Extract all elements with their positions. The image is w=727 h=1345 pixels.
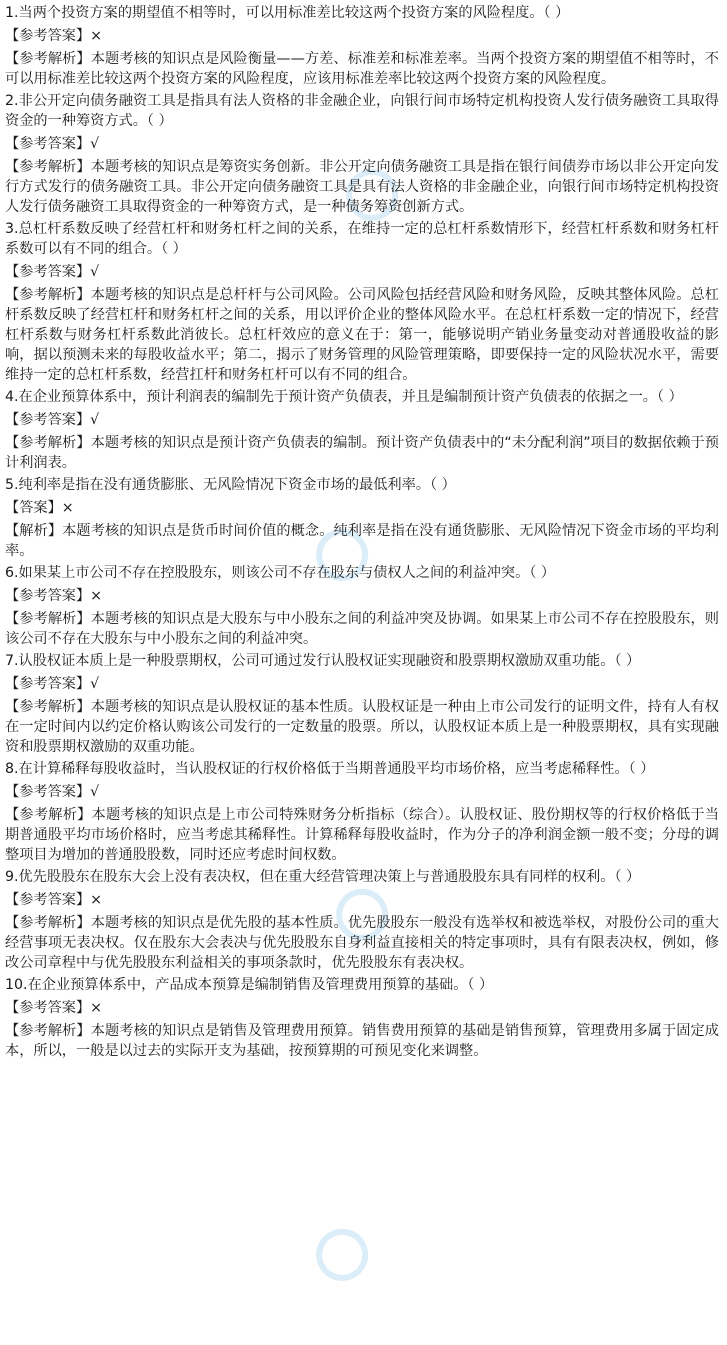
question-text: 2.非公开定向债务融资工具是指具有法人资格的非金融企业，向银行间市场特定机构投资人发行债务融资工具取得资金的一种筹资方式。（ ）	[5, 93, 719, 129]
answer-text: 【参考答案】√	[5, 136, 100, 152]
answer-text: 【参考答案】√	[5, 676, 100, 692]
question-item-3	[5, 219, 719, 385]
question-item-5	[5, 475, 719, 561]
question-text: 10.在企业预算体系中，产品成本预算是编制销售及管理费用预算的基础。（ ）	[5, 977, 494, 993]
answer-text: 【参考答案】√	[5, 784, 100, 800]
explanation-text: 【参考解析】本题考核的知识点是筹资实务创新。非公开定向债务融资工具是指在银行间债券市场以非公开定向发行方式发行的债务融资工具。非公开定向债务融资工具是具有法人资格的非金融企业，向银行间市场特定机构投资人发行债务融资工具取得资金的一种筹资方式，是一种债务筹资创新方式。	[5, 159, 719, 215]
question-text: 7.认股权证本质上是一种股票期权，公司可通过发行认股权证实现融资和股票期权激励双重功能。（ ）	[5, 653, 641, 669]
question-item-1	[5, 3, 719, 89]
explanation-text: 【参考解析】本题考核的知识点是认股权证的基本性质。认股权证是一种由上市公司发行的证明文件，持有人有权在一定时间内以约定价格认购该公司发行的一定数量的股票。所以，认股权证本质上是一种股票期权，具有实现融资和股票期权激励的双重功能。	[5, 699, 719, 755]
question-item-4	[5, 387, 719, 473]
explanation-text: 【参考解析】本题考核的知识点是预计资产负债表的编制。预计资产负债表中的“未分配利润”项目的数据依赖于预计利润表。	[5, 435, 719, 471]
question-text: 1.当两个投资方案的期望值不相等时，可以用标准差比较这两个投资方案的风险程度。（ ）	[5, 5, 570, 21]
watermark-logo	[299, 1113, 510, 1301]
explanation-text: 【解析】本题考核的知识点是货币时间价值的概念。纯利率是指在没有通货膨胀、无风险情况下资金市场的平均利率。	[5, 523, 719, 559]
question-item-2	[5, 91, 719, 217]
answer-text: 【参考答案】×	[5, 1000, 103, 1016]
question-text: 5.纯利率是指在没有通货膨胀、无风险情况下资金市场的最低利率。（ ）	[5, 477, 456, 493]
question-text: 8.在计算稀释每股收益时，当认股权证的行权价格低于当期普通股平均市场价格，应当考虑稀释性。（ ）	[5, 761, 655, 777]
question-text: 3.总杠杆系数反映了经营杠杆和财务杠杆之间的关系，在维持一定的总杠杆系数情形下，经营杠杆系数和财务杠杆系数可以有不同的组合。（ ）	[5, 221, 719, 257]
question-text: 4.在企业预算体系中，预计利润表的编制先于预计资产负债表，并且是编制预计资产负债表的依据之一。（ ）	[5, 389, 683, 405]
explanation-text: 【参考解析】本题考核的知识点是风险衡量——方差、标准差和标准差率。当两个投资方案的期望值不相等时，不可以用标准差比较这两个投资方案的风险程度，应该用标准差率比较这两个投资方案的风险程度。	[5, 51, 719, 87]
answer-text: 【参考答案】√	[5, 264, 100, 280]
question-item-9	[5, 867, 719, 973]
explanation-text: 【参考解析】本题考核的知识点是总杆杆与公司风险。公司风险包括经营风险和财务风险，反映其整体风险。总杠杆系数反映了经营杠杆和财务杠杆之间的关系，用以评价企业的整体风险水平。在总杠杆系数一定的情况下，经营杠杆系数与财务杠杆系数此消彼长。总杠杆效应的意义在于：第一，能够说明产销业务量变动对普通股收益的影响，据以预测未来的每股收益水平；第二，揭示了财务管理的风险管理策略，即要保持一定的风险状况水平，需要维持一定的总杠杆系数，经营扛杆和财务杠杆可以有不同的组合。	[5, 287, 719, 383]
question-text: 6.如果某上市公司不存在控股股东，则该公司不存在股东与债权人之间的利益冲突。（ ）	[5, 565, 556, 581]
answer-text: 【参考答案】×	[5, 28, 103, 44]
question-item-7	[5, 651, 719, 757]
answer-text: 【参考答案】×	[5, 892, 103, 908]
explanation-text: 【参考解析】本题考核的知识点是优先股的基本性质。优先股股东一般没有选举权和被选举权，对股份公司的重大经营事项无表决权。仅在股东大会表决与优先股股东自身利益直接相关的特定事项时，具有有限表决权，例如，修改公司章程中与优先股股东利益相关的事项条款时，优先股股东有表决权。	[5, 915, 719, 971]
question-item-8	[5, 759, 719, 865]
explanation-text: 【参考解析】本题考核的知识点是大股东与中小股东之间的利益冲突及协调。如果某上市公司不存在控股股东，则该公司不存在大股东与中小股东之间的利益冲突。	[5, 611, 719, 647]
question-item-10	[5, 975, 719, 1061]
explanation-text: 【参考解析】本题考核的知识点是上市公司特殊财务分析指标（综合）。认股权证、股份期权等的行权价格低于当期普通股平均市场价格时，应当考虑其稀释性。计算稀释每股收益时，作为分子的净利润金额一般不变；分母的调整项目为增加的普通股股数，同时还应考虑时间权数。	[5, 807, 719, 863]
answer-text: 【参考答案】×	[5, 588, 103, 604]
answer-text: 【参考答案】√	[5, 412, 100, 428]
answer-text: 【答案】×	[5, 500, 74, 516]
question-item-6	[5, 563, 719, 649]
question-text: 9.优先股股东在股东大会上没有表决权，但在重大经营管理决策上与普通股股东具有同样的权利。（ ）	[5, 869, 641, 885]
explanation-text: 【参考解析】本题考核的知识点是销售及管理费用预算。销售费用预算的基础是销售预算，管理费用多属于固定成本，所以，一般是以过去的实际开支为基础，按预算期的可预见变化来调整。	[5, 1023, 719, 1059]
